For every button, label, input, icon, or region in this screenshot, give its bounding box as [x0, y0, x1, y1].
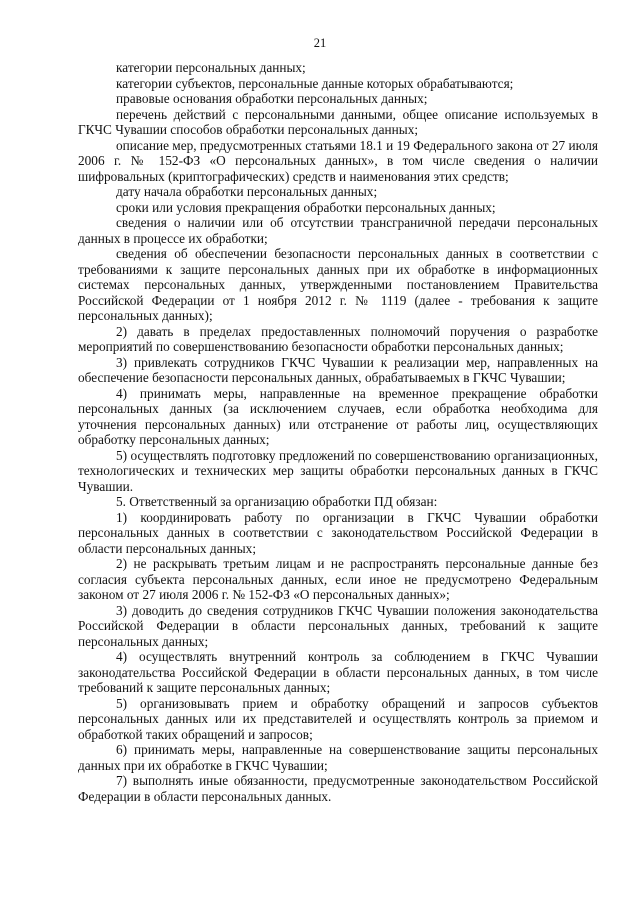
paragraph: сведения о наличии или об отсутствии трансграничной передачи персональных данных в процессе их обработки; — [78, 215, 598, 246]
paragraph: правовые основания обработки персональных данных; — [116, 91, 428, 106]
paragraph: 1) координировать работу по организации в ГКЧС Чувашии обработки персональных данных в соответствии с законодательством Российской Федерации в области персональных данных; — [78, 509, 598, 556]
paragraph: 7) выполнять иные обязанности, предусмотренные законодательством Российской Федерации в области персональных данных. — [78, 773, 598, 804]
paragraph: 6) принимать меры, направленные на совершенствование защиты персональных данных при их обработке в ГКЧС Чувашии; — [78, 742, 598, 773]
paragraph: 4) осуществлять внутренний контроль за соблюдением в ГКЧС Чувашии законодательства Российской Федерации в области персональных данных, в том числе требований к защите персональных данных; — [78, 649, 598, 695]
paragraph: перечень действий с персональными данными, общее описание используемых в ГКЧС Чувашии способов обработки персональных данных; — [78, 106, 598, 137]
paragraph: 2) не раскрывать третьим лицам и не распространять персональные данные без согласия субъекта персональных данных, если иное не предусмотрено Федеральным законом от 27 июля 2006 г. № 152-ФЗ «О персональных данных»; — [78, 556, 598, 602]
paragraph: 5. Ответственный за организацию обработки ПД обязан: — [116, 494, 438, 509]
paragraph: категории субъектов, персональные данные которых обрабатываются; — [116, 75, 514, 91]
paragraph: дату начала обработки персональных данных; — [116, 184, 378, 199]
paragraph: сведения об обеспечении безопасности персональных данных в соответствии с требованиями к защите персональных данных при их обработке в информационных системах персональных данных, утвержденными постановлением Правительства Российской Федерации от 1 ноября 2012 г. № 1119 (далее - требования к защите персональных данных); — [78, 246, 598, 323]
paragraph: 5) организовывать прием и обработку обращений и запросов субъектов персональных данных или их представителей и осуществлять контроль за приемом и обработкой таких обращений и запросов; — [78, 695, 598, 742]
paragraph: категории персональных данных; — [116, 60, 306, 75]
paragraph: 3) привлекать сотрудников ГКЧС Чувашии к реализации мер, направленных на обеспечение безопасности персональных данных, обрабатываемых в ГКЧС Чувашии; — [78, 354, 598, 385]
paragraph: описание мер, предусмотренных статьями 18.1 и 19 Федерального закона от 27 июля 2006 г. № 152-ФЗ «О персональных данных», в том числе сведения о наличии шифровальных (криптографических) средств и наименования этих средств; — [78, 137, 598, 184]
paragraph: 4) принимать меры, направленные на временное прекращение обработки персональных данных (за исключением случаев, если обработка необходима для уточнения персональных данных) или отстранение от работы лиц, осуществляющих обработку персональных данных; — [78, 385, 598, 447]
document-body — [78, 60, 598, 804]
paragraph: 2) давать в пределах предоставленных полномочий поручения о разработке мероприятий по совершенствованию безопасности обработки персональных данных; — [78, 323, 598, 354]
page-number: 21 — [313, 36, 327, 50]
paragraph: 5) осуществлять подготовку предложений по совершенствованию организационных, технологических и технических мер защиты обработки персональных данных в ГКЧС Чувашии. — [78, 447, 598, 494]
paragraph: сроки или условия прекращения обработки персональных данных; — [116, 199, 496, 215]
paragraph: 3) доводить до сведения сотрудников ГКЧС Чувашии положения законодательства Российской Федерации в области персональных данных, требований к защите персональных данных; — [78, 602, 598, 649]
